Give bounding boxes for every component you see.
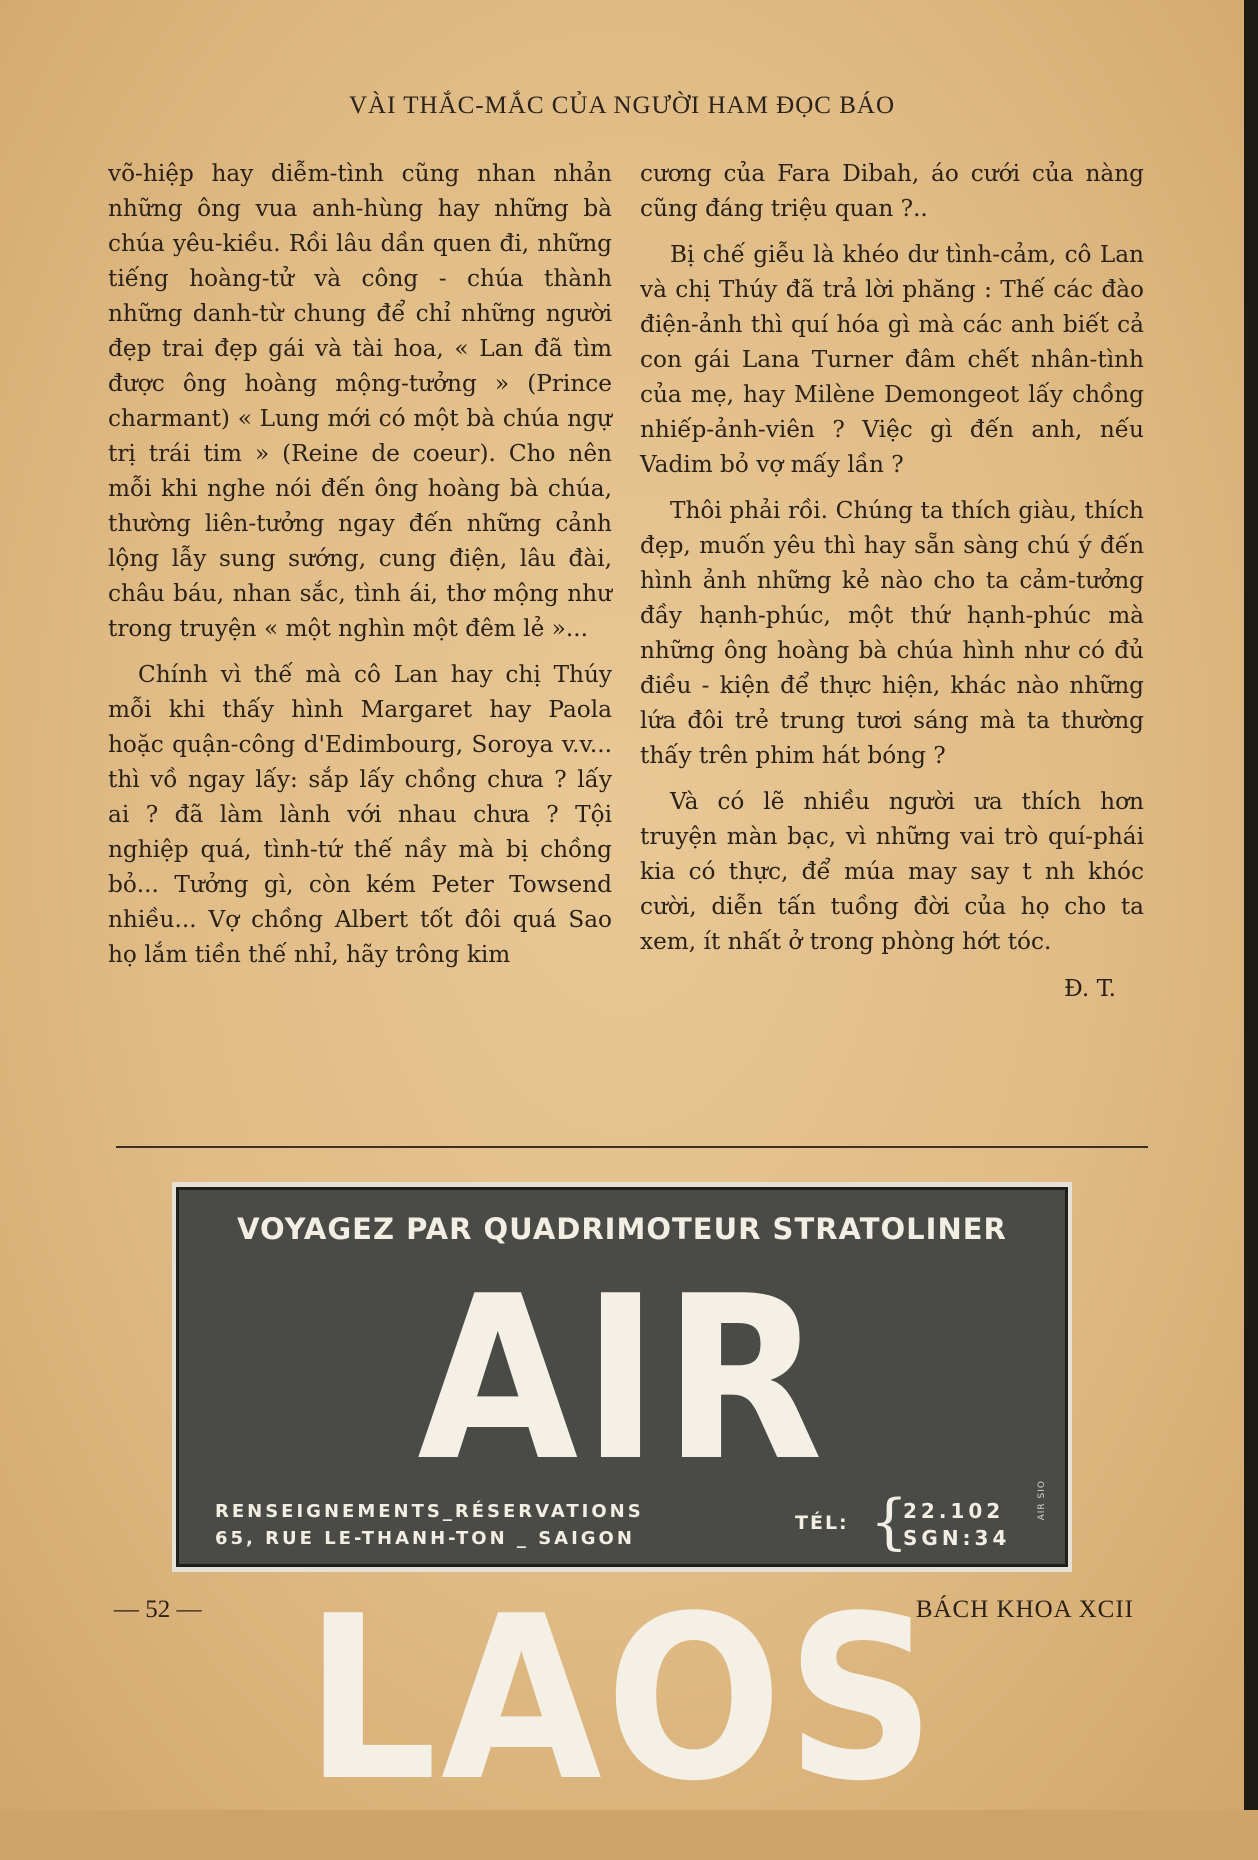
left-column <box>108 156 612 983</box>
ad-contact-info <box>215 1498 644 1552</box>
ad-brace: { <box>870 1487 909 1557</box>
ad-tagline: VOYAGEZ PAR QUADRIMOTEUR STRATOLINER <box>237 1212 1007 1246</box>
page-edge <box>1244 0 1258 1810</box>
ad-info-line: RENSEIGNEMENTS_RÉSERVATIONS <box>215 1501 644 1522</box>
paragraph: Bị chế giễu là khéo dư tình-cảm, cô Lan và chị Thúy đã trả lời phăng : Thế các đào điện-ảnh thì quí hóa gì mà các anh biết cả con gái Lana Turner đâm chết nhân-tình của mẹ, hay Milène Demongeot lấy chồng nhiếp-ảnh-viên ? Việc gì đến anh, nếu Vadim bỏ vợ mấy lần ? <box>640 241 1144 478</box>
author-signature: Đ. T. <box>1063 975 1116 1002</box>
right-column <box>640 156 1144 1006</box>
article-title: VÀI THẮC-MẮC CỦA NGƯỜI HAM ĐỌC BÁO <box>348 92 895 119</box>
paragraph: Chính vì thế mà cô Lan hay chị Thúy mỗi khi thấy hình Margaret hay Paola hoặc quận-công d'Edimbourg, Soroya v.v... thì vồ ngay lấy: sắp lấy chồng chưa ? lấy ai ? đã làm lành với nhau chưa ? Tội nghiệp quá, tình-tứ thế nầy mà bị chồng bỏ... Tưởng gì, còn kém Peter Towsend nhiều... Vợ chồng Albert tốt đôi quá Sao họ lắm tiền thế nhỉ, hãy trông kim <box>108 661 612 968</box>
ad-brand-logo: AIR LAOS <box>304 1248 940 1831</box>
paragraph: võ-hiệp hay diễm-tình cũng nhan nhản những ông vua anh-hùng hay những bà chúa yêu-kiều. Rồi lâu dần quen đi, những tiếng hoàng-tử và công - chúa thành những danh-từ chung để chỉ những người đẹp trai đẹp gái và tài hoa, « Lan đã tìm được ông hoàng mộng-tưởng » (Prince charmant) « Lung mới có một bà chúa ngự trị trái tim » (Reine de coeur). Cho nên mỗi khi nghe nói đến ông hoàng bà chúa, thường liên-tưởng ngay đến những cảnh lộng lẫy sung sướng, cung điện, lâu đài, châu báu, nhan sắc, tình ái, thơ mộng như trong truyện « một nghìn một đêm lẻ »... <box>108 160 612 642</box>
ad-phone-numbers <box>903 1498 1010 1552</box>
magazine-issue: BÁCH KHOA XCII <box>915 1596 1134 1623</box>
ad-print-code: AIR SIO <box>1037 1480 1047 1521</box>
ad-address: 65, RUE LE-THANH-TON _ SAIGON <box>215 1528 635 1549</box>
paragraph: Và có lẽ nhiều người ưa thích hơn truyện màn bạc, vì những vai trò quí-phái kia có thực, để múa may say t nh khóc cười, diễn tấn tuồng đời của họ cho ta xem, ít nhất ở trong phòng hớt tóc. <box>640 788 1144 955</box>
paragraph: Thôi phải rồi. Chúng ta thích giàu, thích đẹp, muốn yêu thì hay sẵn sàng chú ý đến hình ảnh những kẻ nào cho ta cảm-tưởng đầy hạnh-phúc, một thứ hạnh-phúc mà những ông hoàng bà chúa hình như có đủ điều - kiện để thực hiện, khác nào những lứa đôi trẻ trung tươi sáng mà ta thường thấy trên phim hát bóng ? <box>640 497 1144 769</box>
section-divider <box>116 1146 1148 1148</box>
ad-tel-label: TÉL: <box>795 1512 849 1534</box>
ad-phone-1: 22.102 <box>903 1499 1005 1523</box>
paragraph: cương của Fara Dibah, áo cưới của nàng cũng đáng triệu quan ?.. <box>640 160 1144 222</box>
page-number: — 52 — <box>114 1596 202 1623</box>
ad-phone-2: SGN:34 <box>903 1526 1011 1550</box>
